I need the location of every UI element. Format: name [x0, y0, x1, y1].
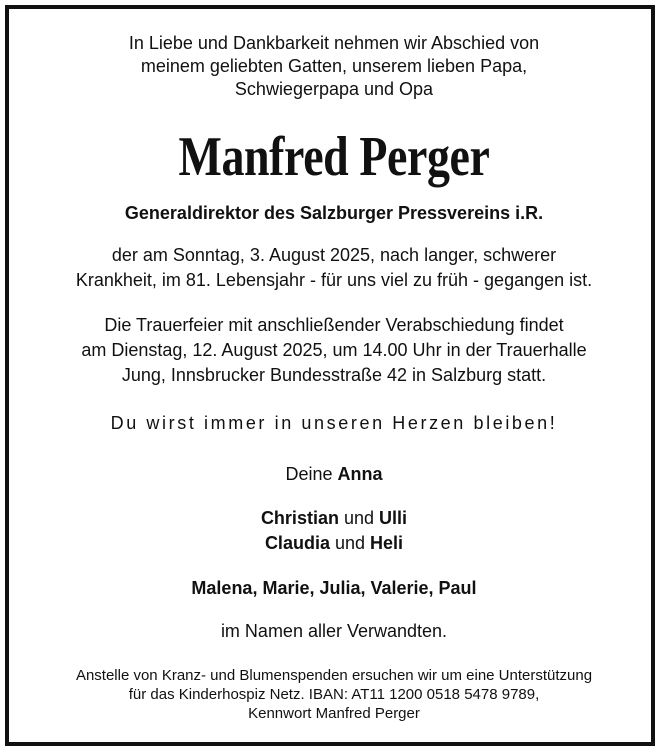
intro-line: meinem geliebten Gatten, unserem lieben Papa, [140, 56, 528, 76]
intro-line: Schwiegerpapa und Opa [234, 79, 434, 99]
death-notice [0, 243, 668, 293]
conjunction: und [334, 533, 366, 553]
donation-note [0, 666, 668, 723]
donation-note-line: Anstelle von Kranz- und Blumenspenden ersuchen wir um eine Unterstützung [75, 667, 593, 684]
donation-note-line: Kennwort Manfred Perger [248, 705, 420, 722]
funeral-notice [0, 313, 668, 388]
signature-couple-1 [0, 506, 668, 530]
signature-relatives: im Namen aller Verwandten. [220, 621, 448, 641]
partner-name: Heli [370, 533, 404, 553]
signature-grandchildren [0, 576, 668, 600]
deceased-name: Manfred Perger [178, 126, 490, 188]
intro-text [0, 32, 668, 101]
memorial-motto: Du wirst immer in unseren Herzen bleiben! [110, 413, 558, 433]
partner-name: Ulli [379, 508, 408, 528]
deceased-position: Generaldirektor des Salzburger Pressvereins i.R. [124, 203, 544, 223]
child-name: Christian [260, 508, 339, 528]
funeral-notice-line: Jung, Innsbrucker Bundesstraße 42 in Salzburg statt. [121, 365, 547, 385]
signature-wife [0, 462, 668, 486]
funeral-notice-line: Die Trauerfeier mit anschließender Verabschiedung findet [104, 315, 564, 335]
funeral-notice-line: am Dienstag, 12. August 2025, um 14.00 Uhr in der Trauerhalle [81, 340, 587, 360]
grandchildren-names: Malena, Marie, Julia, Valerie, Paul [191, 578, 477, 598]
death-notice-line: Krankheit, im 81. Lebensjahr - für uns viel zu früh - gegangen ist. [75, 270, 593, 290]
donation-note-line: für das Kinderhospiz Netz. IBAN: AT11 1200 0518 5478 9789, [128, 686, 540, 703]
conjunction: und [343, 508, 375, 528]
wife-prefix: Deine [285, 464, 333, 484]
wife-name: Anna [337, 464, 383, 484]
child-name: Claudia [264, 533, 330, 553]
intro-line: In Liebe und Dankbarkeit nehmen wir Abschied von [128, 33, 540, 53]
signature-couple-2 [0, 531, 668, 555]
death-notice-line: der am Sonntag, 3. August 2025, nach langer, schwerer [111, 245, 557, 265]
